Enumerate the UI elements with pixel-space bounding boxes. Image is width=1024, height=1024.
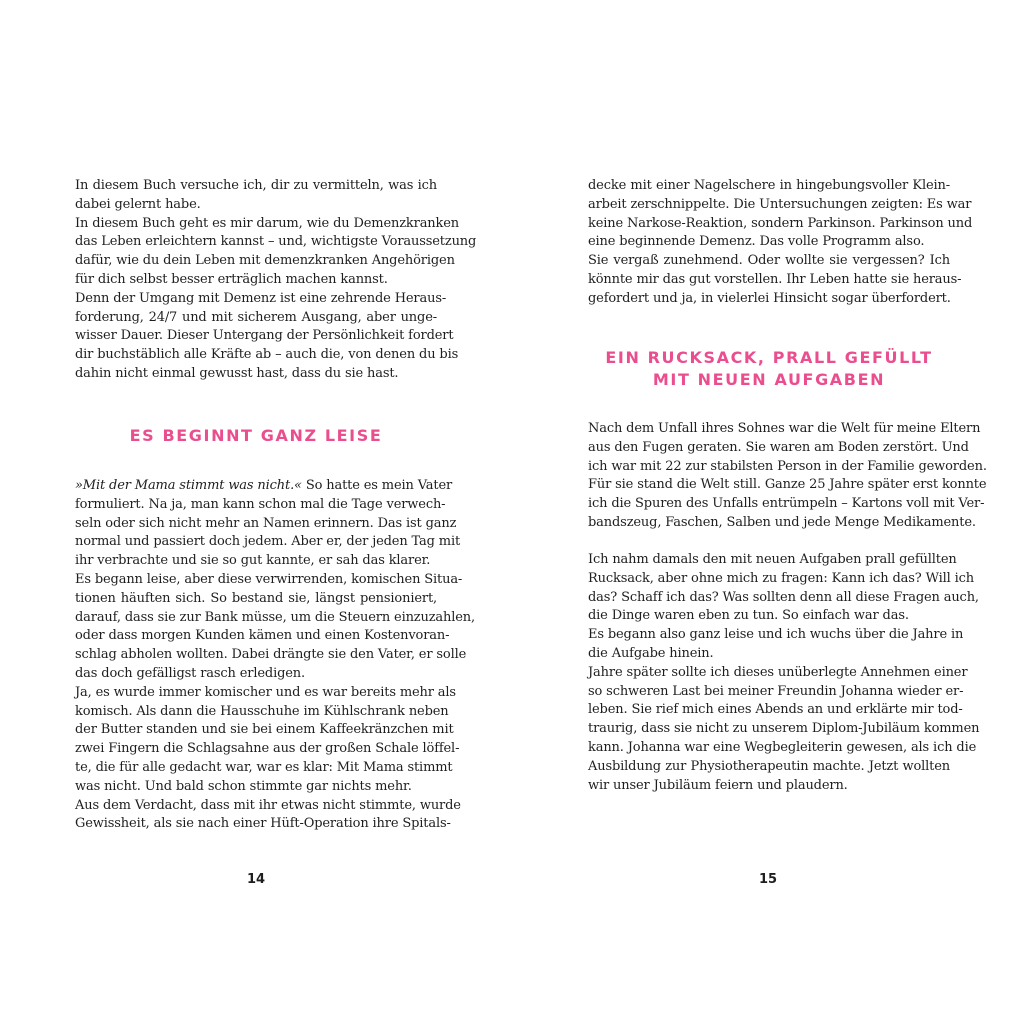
page-number-left: 14 (246, 872, 266, 887)
text-line: In diesem Buch versuche ich, dir zu vermitteln, was ich (75, 178, 437, 193)
text-line: Ausbildung zur Physiotherapeutin machte. Jetzt wollten (588, 758, 950, 774)
text-line: decke mit einer Nagelschere in hingebungsvoller Klein- (588, 178, 950, 193)
text-line: darauf, dass sie zur Bank müsse, um die Steuern einzuzahlen, (75, 609, 475, 625)
quote-continuation: So hatte es mein Vater (301, 478, 453, 493)
text-line: der Butter standen und sie bei einem Kaffeekränzchen mit (75, 722, 454, 738)
text-line: normal und passiert doch jedem. Aber er, der jeden Tag mit (75, 534, 461, 550)
text-line: das Leben erleichtern kannst – und, wichtigste Voraussetzung (75, 234, 477, 250)
text-line: dabei gelernt habe. (75, 196, 201, 212)
text-line: Jahre später sollte ich dieses unüberlegte Annehmen einer (588, 664, 968, 680)
text-line: ihr verbrachte und sie so gut kannte, er sah das klarer. (75, 553, 431, 569)
text-line: Gewissheit, als sie nach einer Hüft-Operation ihre Spitals- (75, 816, 451, 832)
text-line: das? Schaff ich das? Was sollten denn all diese Fragen auch, (588, 589, 979, 605)
page-number-right: 15 (758, 872, 778, 887)
text-line: keine Narkose-Reaktion, sondern Parkinson. Parkinson und (588, 215, 973, 231)
text-line: aus den Fugen geraten. Sie waren am Boden zerstört. Und (588, 439, 969, 455)
text-line: so schweren Last bei meiner Freundin Johanna wieder er- (588, 683, 964, 699)
text-line: Für sie stand die Welt still. Ganze 25 Jahre später erst konnte (588, 477, 987, 493)
section-heading-rucksack (588, 347, 950, 391)
text-line: In diesem Buch geht es mir darum, wie du Demenzkranken (75, 215, 460, 231)
text-line: Denn der Umgang mit Demenz ist eine zehrende Heraus- (75, 290, 447, 306)
text-line: traurig, dass sie nicht zu unserem Diplom-Jubiläum kommen (588, 721, 980, 737)
continuation-text (588, 177, 973, 309)
text-line: Nach dem Unfall ihres Sohnes war die Welt für meine Eltern (588, 421, 981, 436)
text-line: tionen häuften sich. So bestand sie, längst pensioniert, (75, 590, 437, 606)
text-line: Aus dem Verdacht, dass mit ihr etwas nicht stimmte, wurde (75, 797, 461, 813)
text-line: arbeit zerschnippelte. Die Untersuchungen zeigten: Es war (588, 196, 972, 212)
text-line: eine beginnende Demenz. Das volle Programm also. (588, 234, 925, 250)
text-line: bandszeug, Faschen, Salben und jede Menge Medikamente. (588, 514, 976, 530)
paragraph-rucksack (588, 551, 980, 795)
text-line: ich die Spuren des Unfalls entrümpeln – Kartons voll mit Ver- (588, 496, 985, 512)
right-page (512, 0, 1024, 1024)
text-line: das doch gefälligst rasch erledigen. (75, 665, 305, 681)
quote: »Mit der Mama stimmt was nicht.« (75, 478, 302, 493)
text-line: wisser Dauer. Dieser Untergang der Persönlichkeit fordert (75, 328, 454, 344)
paragraph-unfall (588, 420, 987, 533)
section-heading-es-beginnt: ES BEGINNT GANZ LEISE (129, 426, 383, 445)
text-line: dafür, wie du dein Leben mit demenzkranken Angehörigen (75, 253, 455, 269)
text-line: formuliert. Na ja, man kann schon mal die Tage verwech- (75, 496, 446, 512)
text-line: Es begann leise, aber diese verwirrenden, komischen Situa- (75, 571, 463, 587)
text-line: Ja, es wurde immer komischer und es war bereits mehr als (75, 684, 456, 700)
text-line: dahin nicht einmal gewusst hast, dass du sie hast. (75, 365, 399, 381)
text-line: leben. Sie rief mich eines Abends an und erklärte mir tod- (588, 702, 963, 718)
intro-text (75, 177, 477, 384)
text-line: komisch. Als dann die Hausschuhe im Kühlschrank neben (75, 703, 449, 719)
text-line: was nicht. Und bald schon stimmte gar nichts mehr. (75, 778, 412, 794)
heading-line-2: MIT NEUEN AUFGABEN (652, 370, 886, 389)
text-line: Sie vergaß zunehmend. Oder wollte sie vergessen? Ich (588, 253, 950, 269)
text-line: könnte mir das gut vorstellen. Ihr Leben hatte sie heraus- (588, 271, 962, 287)
text-line: Rucksack, aber ohne mich zu fragen: Kann ich das? Will ich (588, 570, 974, 586)
text-line: oder dass morgen Kunden kämen und einen Kostenvoran- (75, 628, 450, 644)
text-line: die Dinge waren eben zu tun. So einfach war das. (588, 608, 909, 624)
section-first-line (75, 477, 453, 496)
section-text (75, 477, 475, 834)
text-line: wir unser Jubiläum feiern und plaudern. (588, 777, 848, 793)
text-line: forderung, 24/7 und mit sicherem Ausgang, aber unge- (75, 309, 437, 325)
text-line: seln oder sich nicht mehr an Namen erinnern. Das ist ganz (75, 515, 457, 531)
text-line: dir buchstäblich alle Kräfte ab – auch die, von denen du bis (75, 347, 459, 363)
text-line: die Aufgabe hinein. (588, 645, 714, 661)
text-line: zwei Fingern die Schlagsahne aus der großen Schale löffel- (75, 741, 460, 757)
text-line: schlag abholen wollten. Dabei drängte sie den Vater, er solle (75, 647, 467, 663)
text-line: ich war mit 22 zur stabilsten Person in der Familie geworden. (588, 458, 987, 474)
text-line: kann. Johanna war eine Wegbegleiterin gewesen, als ich die (588, 739, 977, 755)
text-line: Es begann also ganz leise und ich wuchs über die Jahre in (588, 627, 964, 643)
text-line: für dich selbst besser erträglich machen kannst. (75, 271, 388, 287)
text-line: te, die für alle gedacht war, war es klar: Mit Mama stimmt (75, 759, 453, 775)
text-line: gefordert und ja, in vielerlei Hinsicht sogar überfordert. (588, 290, 951, 306)
text-line: Ich nahm damals den mit neuen Aufgaben prall gefüllten (588, 552, 957, 567)
heading-line-1: EIN RUCKSACK, PRALL GEFÜLLT (605, 348, 933, 367)
